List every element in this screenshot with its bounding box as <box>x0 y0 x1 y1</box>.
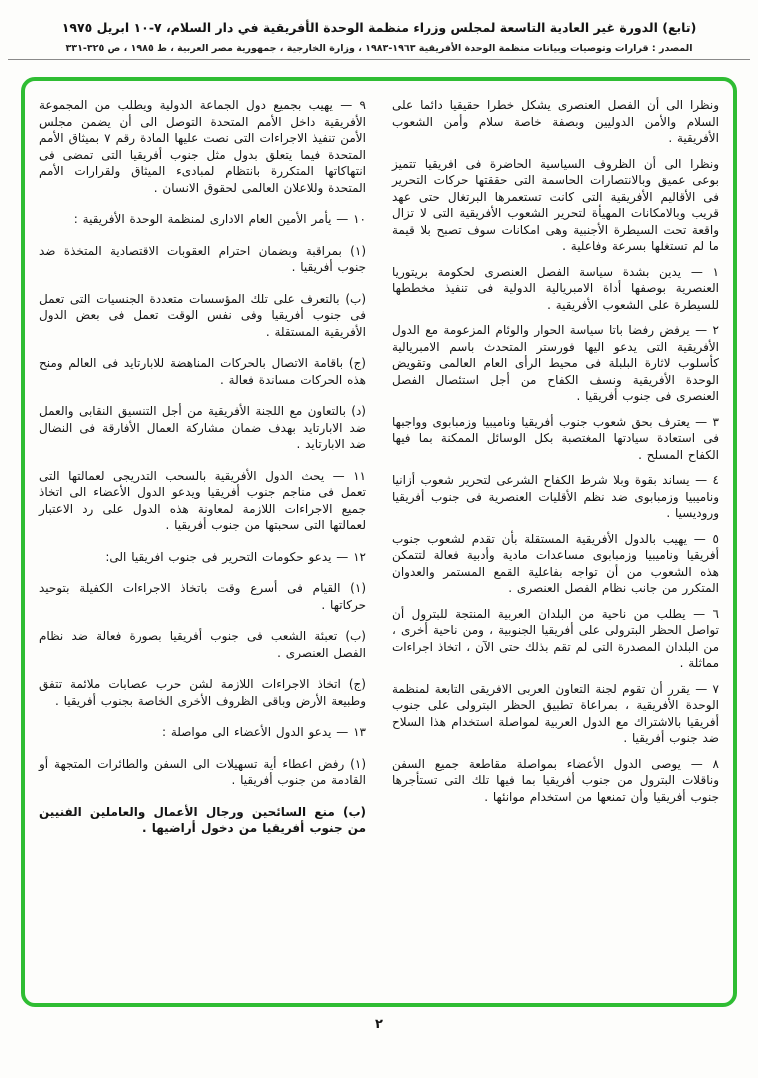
paragraph-preamble-2: ونظرا الى أن الظروف السياسية الحاضرة فى افريقيا تتميز بوعى عميق وبالانتصارات الحاسمة التى حققتها حركات التحرير فى الأقاليم الأفريقية التى كانت تستعمرها البرتغال حتى عهد قريب وبالامكانات المهيأة لتحرير الشعوب الأفريقية التى لا تزال واقعة تحت السيطرة الأجنبية وهى امكانات سوف تصبح بلا قيمة ما لم تستغلها بسرعة وفاعلية . <box>392 156 719 253</box>
paragraph-item-12-a: (١) القيام فى أسرع وقت باتخاذ الاجراءات الكفيلة بتوحيد حركاتها . <box>39 581 366 612</box>
paragraph-item-3: ٣ — يعترف بحق شعوب جنوب أفريقيا وناميبيا وزمبابوى وواجبها فى استعادة سيادتها المغتصبة بكل الوسائل الممكنة بما فيها الكفاح المسلح . <box>392 414 719 462</box>
paragraph-item-10: ١٠ — يأمر الأمين العام الادارى لمنظمة الوحدة الأفريقية : <box>73 212 366 226</box>
paragraph-item-8: ٨ — يوصى الدول الأعضاء بمواصلة مقاطعة جميع السفن وناقلات البترول من جنوب أفريقيا بما فيها تلك التى تستأجرها جنوب أفريقيا وأن تمنعها من استخدام موانئها . <box>392 756 719 804</box>
paragraph-item-1: ١ — يدين بشدة سياسة الفصل العنصرى لحكومة بريتوريا العنصرية بوصفها أداة الامبريالية الدولية فى تنفيذ مخططها للسيطرة على الشعوب الأفريقية . <box>392 264 719 312</box>
page-number: ٢ <box>375 1017 383 1032</box>
paragraph-item-10-b: (ب) بالتعرف على تلك المؤسسات متعددة الجنسيات التى تعمل فى جنوب أفريقيا وفى نفس الوقت تعمل فى بعض الدول الأفريقية المستقلة . <box>39 291 366 339</box>
two-column-text <box>39 97 719 852</box>
right-column <box>392 97 719 852</box>
paragraph-item-5: ٥ — يهيب بالدول الأفريقية المستقلة بأن تقدم لشعوب جنوب أفريقيا وناميبيا وزمبابوى مساعدات مادية وأدبية فعالة لتتمكن هذه الشعوب من أن تواجه بفاعلية القمع المستمر والعدوان المتكرر من جانب نظام الفصل العنصرى . <box>392 531 719 595</box>
paragraph-preamble-1: ونظرا الى أن الفصل العنصرى يشكل خطرا حقيقيا دائما على السلام والأمن الدوليين وبصفة خاصة سلام وأمن الشعوب الأفريقية . <box>392 98 719 145</box>
green-border-frame <box>21 77 737 1007</box>
document-title: (تابع) الدورة غير العادية التاسعة لمجلس وزراء منظمة الوحدة الأفريقية في دار السلام، ٧-١٠ ابريل ١٩٧٥ <box>61 20 697 35</box>
paragraph-item-9: ٩ — يهيب بجميع دول الجماعة الدولية ويطلب من المجموعة الأفريقية داخل الأمم المتحدة التوصل الى أن يضمن مجلس الأمن تنفيذ الاجراءات التى نصت عليها المادة رقم ٧ بميثاق الأمم المتحدة فيما يتعلق بدول مثل جنوب أفريقيا التى تمضى فى انتهاكاتها المتكررة بانتظام لمبادىء الميثاق ولقرارات الأمم المتحدة وللاعلان العالمى لحقوق الانسان . <box>39 98 366 195</box>
paragraph-item-13: ١٣ — يدعو الدول الأعضاء الى مواصلة : <box>161 725 366 739</box>
paragraph-item-10-a: (١) بمراقبة وبضمان احترام العقوبات الاقتصادية المتخذة ضد جنوب أفريقيا . <box>39 243 366 274</box>
document-source-line: المصدر : قرارات وتوصيات وبيانات منظمة الوحدة الأفريقية ١٩٦٣-١٩٨٣ ، وزارة الخارجية ، جمهورية مصر العربية ، ط ١٩٨٥ ، ص ٣٢٥-٣٣١ <box>65 43 693 54</box>
header-divider <box>8 59 750 60</box>
paragraph-item-13-a: (١) رفض اعطاء أية تسهيلات الى السفن والطائرات المتجهة أو القادمة من جنوب أفريقيا . <box>39 756 366 787</box>
paragraph-item-12: ١٢ — يدعو حكومات التحرير فى جنوب افريقيا الى: <box>105 549 366 564</box>
paragraph-item-4: ٤ — يساند بقوة وبلا شرط الكفاح الشرعى لتحرير شعوب أزانيا وناميبيا وزمبابوى ضد نظم الأقليات العنصرية فى جنوب أفريقيا وروديسيا . <box>392 473 719 520</box>
paragraph-item-7: ٧ — يقرر أن تقوم لجنة التعاون العربى الافريقى التابعة لمنظمة الوحدة الأفريقية ، بمراعاة تطبيق الحظر البترولى على جنوب أفريقيا بالاشتراك مع الدول العربية لمواصلة استخدام هذا السلاح ضد جنوب أفريقيا . <box>392 681 719 745</box>
paragraph-item-2: ٢ — يرفض رفضا باتا سياسة الحوار والوئام المزعومة مع الدول الأفريقية التى يدعو اليها فورستر المتحدث باسم الامبريالية كأسلوب لاثارة البلبلة فى محيط الرأى العام العالمى وتقويض الوحدة الأفريقية ونسف الكفاح من أجل استئصال الفصل العنصرى فى جنوب أفريقيا . <box>392 323 719 403</box>
paragraph-item-6: ٦ — يطلب من ناحية من البلدان العربية المنتجة للبترول أن تواصل الحظر البترولى على أفريقيا الجنوبية ، ومن ناحية أخرى ، من البلدان المصدرة التى لم تقم بذلك حتى الآن ، اتخاذ اجراءات مماثلة . <box>392 606 719 670</box>
paragraph-item-10-c: (ج) باقامة الاتصال بالحركات المناهضة للابارتايد فى العالم ومنح هذه الحركات مساندة فعالة . <box>39 356 366 387</box>
paragraph-item-10-d: (د) بالتعاون مع اللجنة الأفريقية من أجل التنسيق النقابى والعمل ضد الابارتايد بهدف ضمان مشاركة العمال الأفارقة فى النضال ضد الابارتايد . <box>39 404 366 451</box>
left-column <box>39 97 366 852</box>
paragraph-item-13-b: (ب) منع السائحين ورجال الأعمال والعاملين الفنيين من جنوب أفريقيا من دخول أراضيها . <box>39 804 366 835</box>
document-header <box>0 0 758 60</box>
paragraph-item-11: ١١ — يحث الدول الأفريقية بالسحب التدريجى لعمالتها التى تعمل فى مناجم جنوب أفريقيا ويدعو الدول الأعضاء الى اتخاذ جميع الاجراءات اللازمة لمعاونة هذه الدول على رد الاعتبار لعمالتها التى سحبتها من جنوب أفريقيا . <box>39 468 366 532</box>
paragraph-item-12-c: (ج) اتخاذ الاجراءات اللازمة لشن حرب عصابات ملائمة تتفق وطبيعة الأرض وباقى الظروف الأخرى الخاصة بجنوب أفريقيا . <box>39 677 366 708</box>
paragraph-item-12-b: (ب) تعبئة الشعب فى جنوب أفريقيا بصورة فعالة ضد نظام الفصل العنصرى . <box>39 629 366 660</box>
